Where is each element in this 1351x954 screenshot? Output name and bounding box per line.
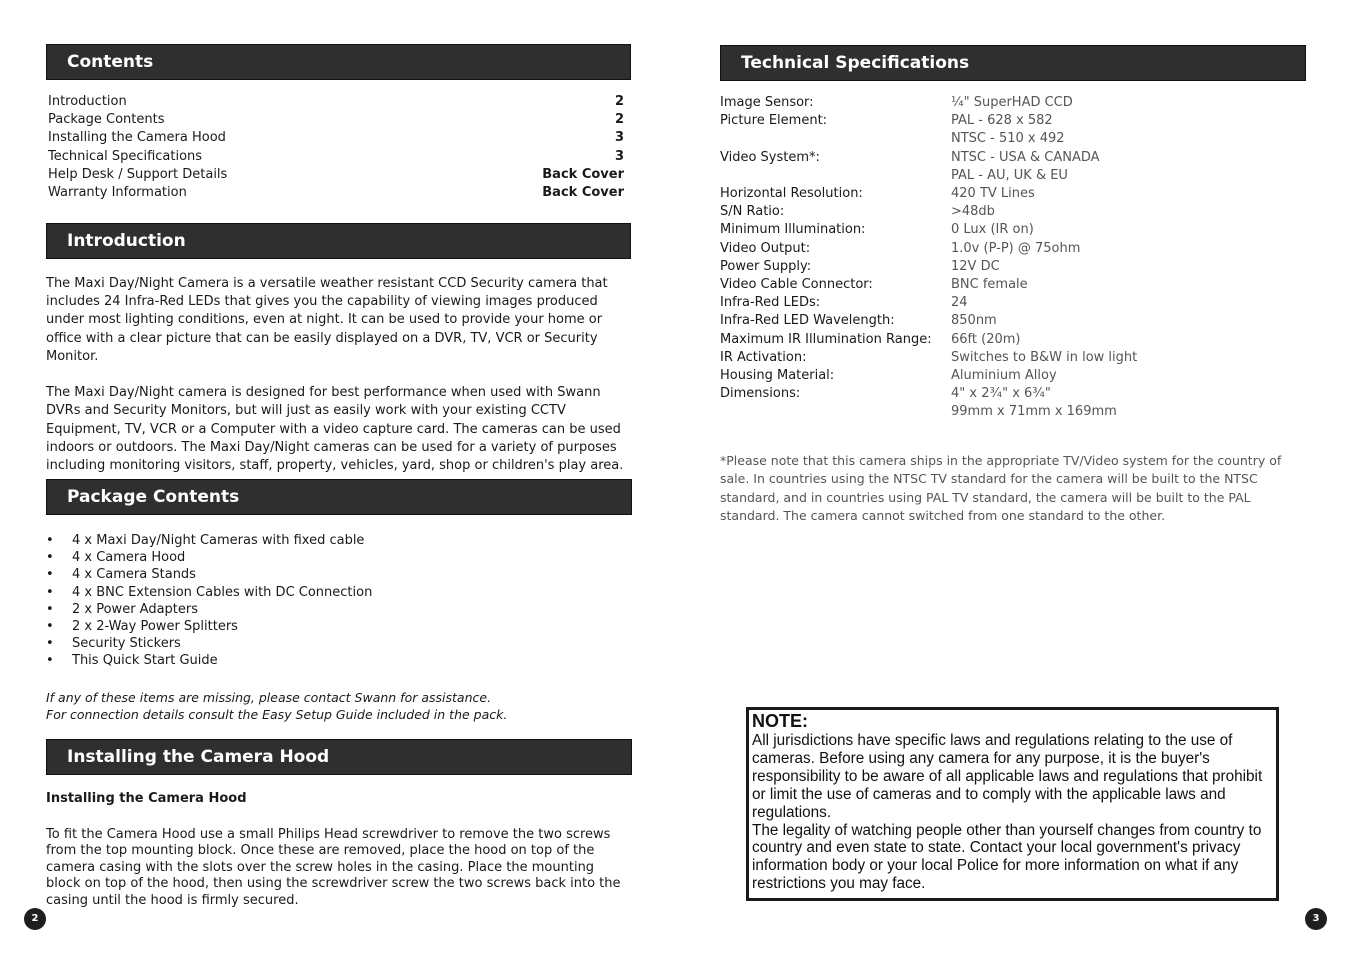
list-item — [46, 549, 626, 566]
spec-value: NTSC - USA & CANADA — [951, 149, 1100, 165]
spec-value: ¼" SuperHAD CCD — [951, 95, 1073, 110]
spec-value: 24 — [951, 295, 968, 311]
toc-label: Package Contents — [48, 112, 165, 128]
spec-label: S/N Ratio: — [720, 204, 785, 220]
missing-items-note — [46, 689, 507, 723]
bullet-icon: • — [46, 636, 54, 652]
page-number: 2 — [24, 908, 46, 930]
installing-header — [46, 739, 632, 775]
spec-row — [720, 312, 1280, 330]
spec-label: IR Activation: — [720, 349, 807, 365]
list-item-text: 2 x Power Adapters — [72, 601, 199, 617]
toc-page: 2 — [614, 112, 624, 128]
spec-label: Minimum Illumination: — [720, 222, 866, 238]
list-item — [46, 601, 626, 618]
spec-label: Image Sensor: — [720, 95, 814, 110]
note-paragraph: The legality of watching people other than yourself changes from country to country and even state to state. Contact your local government's privacy information body or your local Police for more information on what if any restrictions you may face. — [752, 821, 1262, 893]
spec-label: Picture Element: — [720, 113, 828, 129]
spec-row — [720, 203, 1280, 221]
contents-list — [48, 93, 624, 202]
contents-header — [46, 44, 631, 80]
toc-label: Technical Specifications — [48, 148, 203, 164]
left-page — [0, 0, 675, 954]
toc-label: Warranty Information — [48, 184, 187, 200]
installing-title: Installing the Camera Hood — [67, 747, 330, 767]
note-title: NOTE: — [752, 711, 808, 731]
installing-paragraph: To fit the Camera Hood use a small Philips Head screwdriver to remove the two screws from the top mounting block. Once these are removed, place the hood on top of the camera casing with the slots over the screw holes in the casing. Place the mounting block on top of the hood, then using the screwdriver screw the two screws back into the casing until the hood is firmly secured. — [46, 827, 621, 908]
bullet-icon: • — [46, 533, 54, 548]
list-item — [46, 618, 626, 635]
spec-value: Aluminium Alloy — [951, 367, 1057, 383]
package-contents-header — [46, 479, 632, 515]
spec-value: >48db — [951, 204, 995, 220]
introduction-paragraph: The Maxi Day/Night Camera is a versatile weather resistant CCD Security camera that includes 24 Infra-Red LEDs that gives you the capability of viewing images produced under most lighting conditions, even at night. It can be used to provide your home or office with a clear picture that can be easily displayed on a DVR, TV, VCR or Security Monitor. — [46, 276, 608, 364]
toc-entry[interactable] — [48, 166, 624, 184]
bullet-icon: • — [46, 584, 54, 600]
tech-specs-header — [720, 45, 1306, 81]
introduction-paragraph: The Maxi Day/Night camera is designed for best performance when used with Swann DVRs and Security Monitors, but will just as easily work with your existing CCTV Equipment, TV, VCR or a Computer with a video capture card. The cameras can be used indoors or outdoors. The Maxi Day/Night cameras can be used for a variety of purposes including monitoring visitors, staff, property, vehicles, yard, shop or children's play area. — [46, 385, 624, 474]
spec-row — [720, 94, 1280, 112]
spec-row — [720, 331, 1280, 349]
toc-label: Introduction — [48, 94, 127, 109]
spec-table — [720, 94, 1280, 422]
missing-items-note-line: If any of these items are missing, please contact Swann for assistance. — [46, 690, 492, 705]
spec-value: 4" x 2¾" x 6¾" — [951, 386, 1051, 402]
toc-page: Back Cover — [542, 166, 624, 182]
bullet-icon: • — [46, 653, 54, 669]
toc-entry[interactable] — [48, 111, 624, 129]
spec-label: Video Cable Connector: — [720, 276, 873, 292]
bullet-icon: • — [46, 619, 54, 635]
connection-details-note-line: For connection details consult the Easy Setup Guide included in the pack. — [46, 707, 508, 722]
spec-row — [720, 221, 1280, 239]
spec-label: Video Output: — [720, 240, 811, 256]
list-item-text: 4 x Camera Stands — [72, 567, 196, 583]
tech-specs-title: Technical Specifications — [741, 53, 970, 73]
toc-page: Back Cover — [542, 184, 624, 200]
spec-value: NTSC - 510 x 492 — [951, 131, 1065, 147]
list-item — [46, 635, 626, 652]
bullet-icon: • — [46, 601, 54, 617]
legal-note-box — [746, 707, 1279, 901]
toc-page: 3 — [614, 148, 624, 164]
spec-row — [720, 258, 1280, 276]
spec-value: Switches to B&W in low light — [951, 349, 1138, 365]
toc-entry[interactable] — [48, 129, 624, 147]
spec-label: Power Supply: — [720, 258, 812, 274]
spec-value: PAL - 628 x 582 — [951, 113, 1053, 129]
introduction-title: Introduction — [67, 231, 186, 251]
spec-value: 0 Lux (IR on) — [951, 222, 1034, 238]
list-item — [46, 532, 626, 549]
spec-value: 420 TV Lines — [951, 185, 1035, 201]
spec-label: Horizontal Resolution: — [720, 185, 863, 201]
list-item — [46, 584, 626, 601]
bullet-icon: • — [46, 550, 54, 566]
spec-row — [720, 185, 1280, 203]
toc-label: Help Desk / Support Details — [48, 166, 228, 182]
list-item-text: 4 x Maxi Day/Night Cameras with fixed cable — [72, 533, 365, 548]
toc-page: 3 — [614, 130, 624, 146]
page-number: 3 — [1305, 908, 1327, 930]
spec-value: 12V DC — [951, 258, 1000, 274]
package-contents-title: Package Contents — [67, 487, 240, 507]
package-contents-list — [46, 532, 626, 670]
spec-row — [720, 349, 1280, 367]
list-item-text: 2 x 2-Way Power Splitters — [72, 619, 238, 635]
contents-title: Contents — [67, 52, 154, 72]
installing-subheading: Installing the Camera Hood — [46, 791, 247, 806]
list-item-text: 4 x Camera Hood — [72, 550, 186, 566]
spec-row — [720, 385, 1280, 421]
toc-label: Installing the Camera Hood — [48, 130, 226, 146]
spec-label: Infra-Red LED Wavelength: — [720, 313, 895, 329]
spec-row — [720, 294, 1280, 312]
bullet-icon: • — [46, 567, 54, 583]
spec-value: 99mm x 71mm x 169mm — [951, 404, 1117, 420]
list-item — [46, 566, 626, 583]
spec-label: Video System*: — [720, 149, 820, 165]
spec-label: Infra-Red LEDs: — [720, 295, 821, 311]
list-item-text: Security Stickers — [72, 636, 181, 652]
list-item-text: This Quick Start Guide — [72, 653, 218, 669]
spec-row — [720, 149, 1280, 185]
list-item-text: 4 x BNC Extension Cables with DC Connection — [72, 584, 373, 600]
introduction-body — [46, 275, 631, 493]
toc-entry[interactable] — [48, 93, 624, 111]
spec-row — [720, 367, 1280, 385]
spec-value: 1.0v (P-P) @ 75ohm — [951, 240, 1081, 256]
toc-page: 2 — [614, 94, 624, 109]
note-paragraph: All jurisdictions have specific laws and regulations relating to the use of cameras. Before using any camera for any purpose, it is the buyer's responsibility to be aware of all applicable laws and regulations that prohibit or limit the use of cameras and to comply with the applicable laws and regulations. — [752, 732, 1263, 821]
spec-row — [720, 240, 1280, 258]
spec-label: Dimensions: — [720, 386, 801, 402]
spec-row — [720, 276, 1280, 294]
spec-value: PAL - AU, UK & EU — [951, 167, 1068, 183]
right-page — [676, 0, 1351, 954]
spec-label: Housing Material: — [720, 367, 835, 383]
toc-entry[interactable] — [48, 184, 624, 202]
video-system-footnote: *Please note that this camera ships in the appropriate TV/Video system for the country of sale. In countries using the NTSC TV standard for the camera will be built to the NTSC standard, and in countries using PAL TV standard, the camera will be built to the PAL standard. The camera cannot switched from one standard to the other. — [720, 453, 1282, 523]
toc-entry[interactable] — [48, 148, 624, 166]
spec-row — [720, 112, 1280, 148]
spec-value: BNC female — [951, 276, 1028, 292]
spec-value: 850nm — [951, 313, 997, 329]
introduction-header — [46, 223, 631, 259]
spec-value: 66ft (20m) — [951, 331, 1021, 347]
spec-label: Maximum IR Illumination Range: — [720, 331, 932, 347]
list-item — [46, 652, 626, 669]
